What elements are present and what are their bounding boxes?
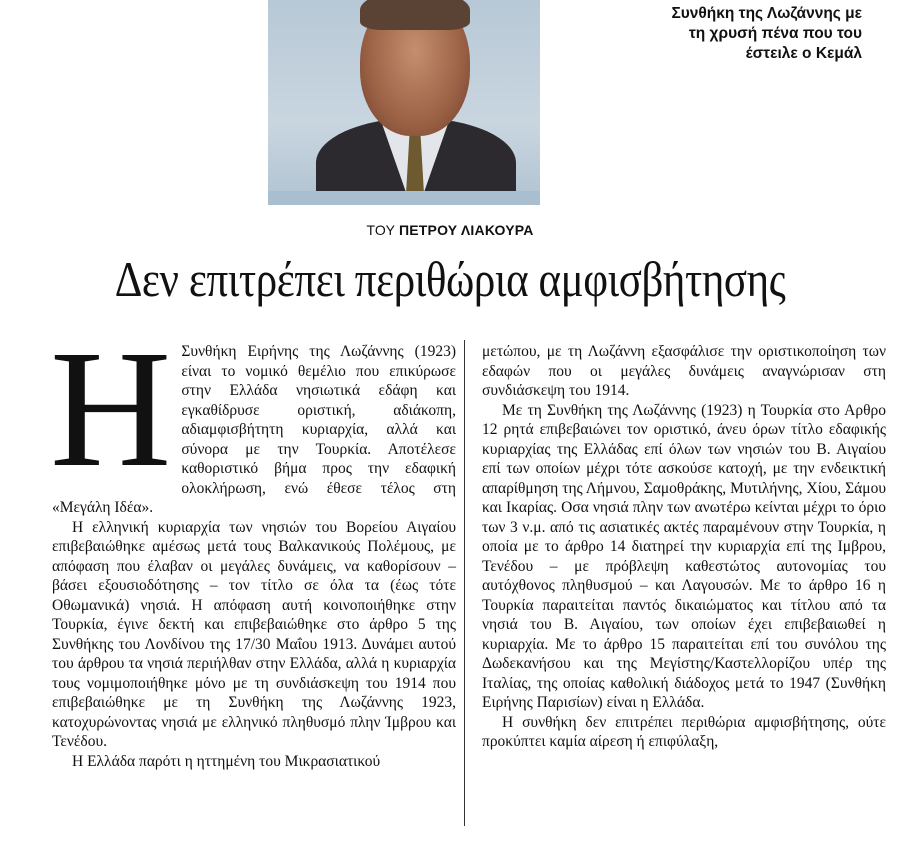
page-cut-edge [0,826,900,846]
article-column-2 [482,342,886,752]
byline-prefix: ΤΟΥ [366,222,399,238]
article-paragraph: Η Ελλάδα παρότι η ηττημένη του Μικρασιατικού [72,752,381,770]
author-photo [268,0,540,205]
article-paragraph: Η συνθήκη δεν επιτρέπει περιθώρια αμφισβήτησης, ούτε προκύπτει καμία αίρεση ή επιφύλαξη, [482,713,886,750]
article-column-1 [50,316,456,771]
drop-cap: Η [50,316,172,502]
article-paragraph: Η Συνθήκη Ειρήνης της Λωζάννης (1923) είναι το νομικό θεμέλιο που επικύρωσε στην Ελλάδα νησιωτικά εδάφη και εγκαθίδρυσε οριστική, αδιάκοπη, αδιαμφισβήτητη κυριαρχία, αλλά και σύνορα με την Τουρκία. Αποτέλεσε καθοριστικό βήμα προς την εδαφική ολοκλήρωση, ενώ έθεσε τέλος στη «Μεγάλη Ιδέα». [50,316,456,516]
article-paragraph: Με τη Συνθήκη της Λωζάννης (1923) η Τουρκία στο Αρθρο 12 ρητά επιβεβαιώνει τον οριστικό, άνευ όρων τίτλο εδαφικής κυριαρχίας της Ελλάδας επί όλων των νησιών του Β. Αιγαίου επί των οποίων μέχρι τότε ασκούσε κατοχή, με την ενδεικτική απαρίθμηση της Λήμνου, Σαμοθράκης, Μυτιλήνης, Χίου, Σάμου και Ικαρίας. Οσα νησιά πλην των ανωτέρω κείνται μέχρι το όριο των 3 ν.μ. από τις ασιατικές ακτές παραμένουν στην Τουρκία, η οποία με το άρθρο 14 διατηρεί την κυριαρχία επί της Ιμβρου, Τενέδου – με πρόβλεψη καθεστώτος αυτονομίας του αυτόχθονος πληθυσμού – και Λαγουσών. Με το άρθρο 16 η Τουρκία παραιτείται παντός δικαιώματος και τίτλου από τα νησιά του Β. Αιγαίου, των οποίων έχει επιβεβαιωθεί η κυριαρχία. Με το άρθρο 15 παραιτείται επί του συνόλου της Δωδεκανήσου και της Μεγίστης/Καστελλορίζου υπέρ της Ιταλίας, της οποίας καθολική διάδοχος μετά το 1947 (Συνθήκη Ειρήνης Παρισίων) είναι η Ελλάδα. [482,401,886,711]
byline-author: ΠΕΤΡΟΥ ΛΙΑΚΟΥΡΑ [398,222,534,238]
photo-bottom-band [268,191,540,205]
column-divider [464,340,465,830]
article-paragraph: Η ελληνική κυριαρχία των νησιών του Βορείου Αιγαίου επιβεβαιώθηκε αμέσως μετά τους Βαλκανικούς Πολέμους, με απόφαση που έλαβαν οι μεγάλες δυνάμεις, να καθορίσουν – βάσει εξουσιοδότησης – τον τίτλο σε όλα τα (έως τότε Οθωμανικά) νησιά. Η απόφαση αυτή κοινοποιήθηκε στην Τουρκία, έγινε δεκτή και επιβεβαιώθηκε στο άρθρο 5 της Συνθήκης του Λονδίνου της 17/30 Μαΐου 1913. Δυνάμει αυτού του άρθρου τα νησιά περιήλθαν στην Ελλάδα, αλλά η κυριαρχία τους νομιμοποιήθηκε μόνο με τη συνδιάσκεψη του 1914 που επιβεβαιώθηκε με τη Συνθήκη της Λωζάννης 1923, κατοχυρώνοντας νησιά με ελληνικό πληθυσμό πλην Ίμβρου και Τενέδου. [52,518,456,750]
byline [0,222,900,238]
headline: Δεν επιτρέπει περιθώρια αμφισβήτησης [114,251,786,307]
photo-hair [360,0,470,30]
photo-caption: Συνθήκη της Λωζάννης με τη χρυσή πένα που του έστειλε ο Κεμάλ [671,5,862,62]
article-paragraph: μετώπου, με τη Λωζάννη εξασφάλισε την οριστικοποίηση των εδαφών που οι μεγάλες δυνάμεις αναγνώρισαν στη συνδιάσκεψη του 1914. [482,343,886,399]
